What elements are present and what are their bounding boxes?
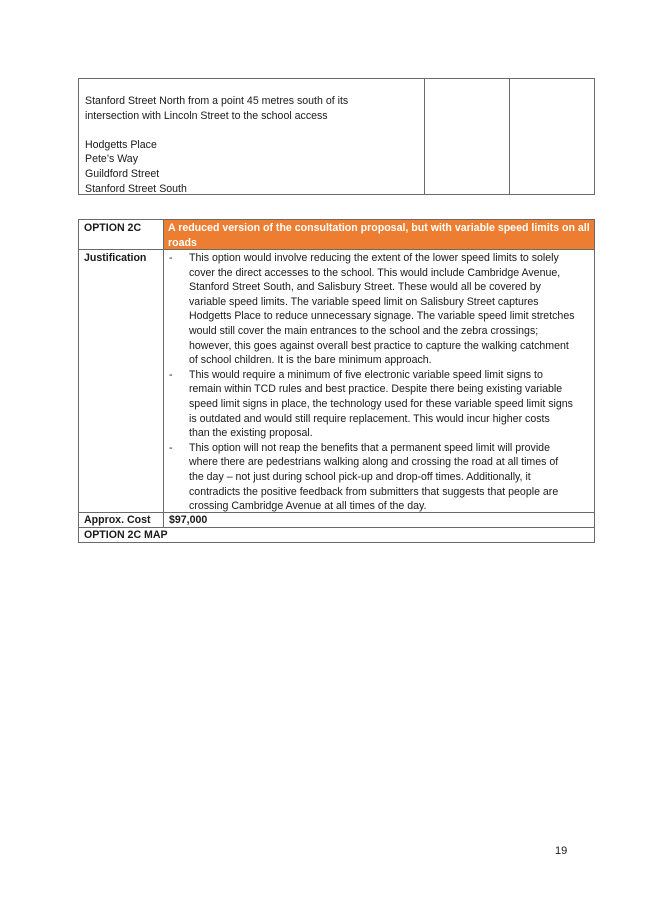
- bullet-line: This would require a minimum of five electronic variable speed limit signs to: [189, 368, 543, 381]
- option-title: [164, 220, 594, 249]
- bullet-line: speed limit signs in place, the technology used for these variable speed limit signs: [189, 398, 573, 410]
- cost-value: $97,000: [169, 514, 208, 526]
- bullet-line: remain within TCD rules and best practice. Despite there being existing variable: [189, 383, 563, 396]
- option-title-line: roads: [168, 236, 197, 249]
- option-label: OPTION 2C: [79, 220, 164, 249]
- bullet-line: This option will not reap the benefits that a permanent speed limit will provide: [189, 441, 550, 454]
- road-line: Stanford Street South: [85, 182, 187, 195]
- bullet-line: however, this goes against overall best practice to capture the walking catchment: [189, 339, 569, 352]
- bullet-line: the day – not just during school pick-up and drop-off times. Additionally, it: [189, 471, 531, 483]
- bullet-line: This option would involve reducing the extent of the lower speed limits to solely: [189, 252, 559, 264]
- road-line: Pete’s Way: [85, 153, 138, 166]
- road-line: Hodgetts Place: [85, 138, 157, 151]
- bullet-line: crossing Cambridge Avenue at all times of the day.: [189, 500, 427, 513]
- page-number: 19: [555, 845, 568, 857]
- bullet-line: would still cover the main entrances to the school and the zebra crossings;: [189, 325, 539, 337]
- bullet-line: of school children. It is the bare minimum approach.: [189, 354, 432, 367]
- road-line: intersection with Lincoln Street to the school access: [85, 109, 328, 122]
- bullet-marker: -: [169, 368, 173, 381]
- option-header-row: [79, 220, 594, 250]
- bullet-line: than the existing proposal.: [189, 427, 313, 440]
- cost-label: Approx. Cost: [79, 513, 164, 527]
- road-list-cell: [79, 79, 425, 194]
- road-line: Guildford Street: [85, 168, 160, 180]
- bullet-line: contradicts the positive feedback from submitters that suggests that people are: [189, 485, 559, 498]
- option-2c-table: [78, 219, 595, 543]
- road-line: Stanford Street North from a point 45 metres south of its: [85, 95, 349, 107]
- option-title-line: A reduced version of the consultation proposal, but with variable speed limits on all: [168, 222, 590, 234]
- map-label: OPTION 2C MAP: [84, 529, 168, 541]
- bullet-line: cover the direct accesses to the school. This would include Cambridge Avenue,: [189, 266, 561, 279]
- bullet-line: where there are pedestrians walking along and crossing the road at all times of: [189, 456, 559, 469]
- cost-row: [79, 513, 594, 528]
- empty-cell: [425, 79, 510, 194]
- justification-label: Justification: [79, 250, 164, 513]
- bullet-line: is outdated and would still require replacement. This would incur higher costs: [189, 412, 550, 425]
- bullet-marker: -: [169, 441, 173, 454]
- bullet-line: Hodgetts Place to reduce unnecessary signage. The variable speed limit stretches: [189, 310, 575, 323]
- bullet-marker: -: [169, 252, 173, 264]
- bullet-line: Stanford Street South, and Salisbury Street. These would all be covered by: [189, 281, 541, 294]
- justification-text: [164, 250, 594, 513]
- bullet-line: variable speed limits. The variable speed limit on Salisbury Street captures: [189, 295, 539, 308]
- road-list-table: [78, 78, 595, 195]
